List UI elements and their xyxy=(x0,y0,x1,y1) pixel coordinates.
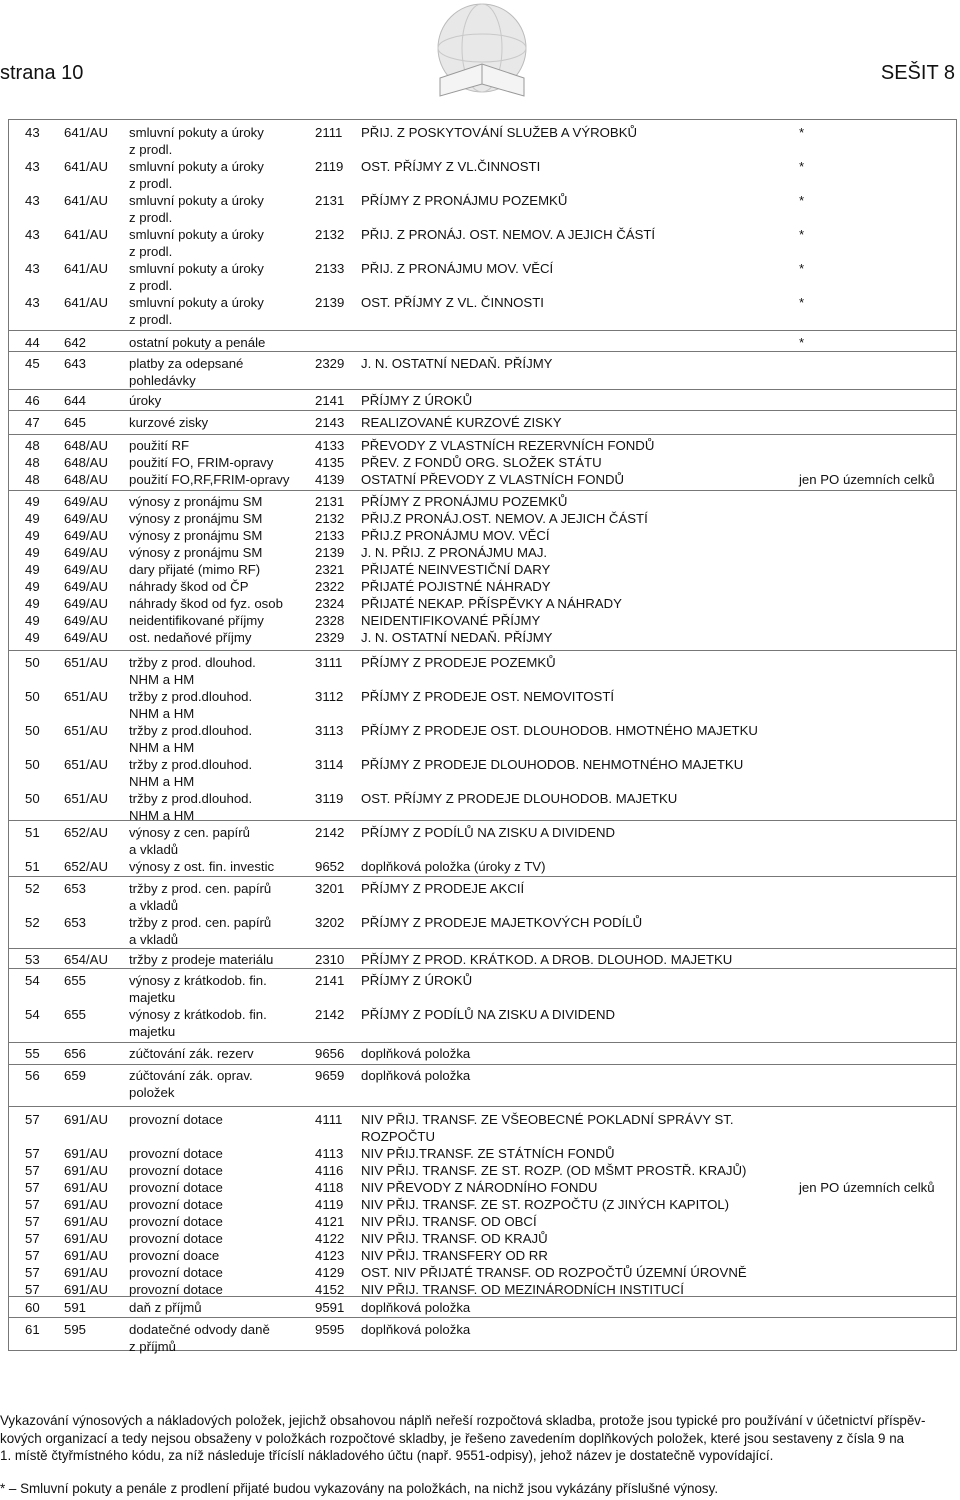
account-name-cont: a vkladů xyxy=(129,842,179,857)
account-code: 649/AU xyxy=(64,596,108,611)
item-name: NIV PŘIJ. TRANSF. ZE ST. ROZP. (OD MŠMT PROSTŘ. KRAJŮ) xyxy=(361,1163,747,1178)
item-code: 3119 xyxy=(315,791,344,806)
item-name: J. N. OSTATNÍ NEDAŇ. PŘÍJMY xyxy=(361,356,553,371)
account-name: daň z příjmů xyxy=(129,1300,202,1315)
account-group: 49 xyxy=(25,579,40,594)
item-code: 2141 xyxy=(315,393,345,408)
item-name: PŘIJ. Z PRONÁJ. OST. NEMOV. A JEJICH ČÁSTÍ xyxy=(361,227,656,242)
account-code: 649/AU xyxy=(64,630,108,645)
footer-notes xyxy=(0,1412,960,1497)
item-name: doplňková položka (úroky z TV) xyxy=(361,859,546,874)
item-code: 9659 xyxy=(315,1068,345,1083)
item-code: 2310 xyxy=(315,952,345,967)
item-name: PŘÍJMY Z ÚROKŮ xyxy=(361,973,473,988)
account-name-cont: majetku xyxy=(129,990,176,1005)
item-code: 2321 xyxy=(315,562,345,577)
account-code: 652/AU xyxy=(64,859,108,874)
account-code: 645 xyxy=(64,415,87,430)
account-code: 649/AU xyxy=(64,562,108,577)
item-name: NIV PŘIJ. TRANSF. ZE ST. ROZPOČTU (Z JINÝCH KAPITOL) xyxy=(361,1197,730,1212)
account-code: 691/AU xyxy=(64,1265,108,1280)
account-name: náhrady škod od fyz. osob xyxy=(129,596,283,611)
row-group xyxy=(9,120,956,338)
account-code: 653 xyxy=(64,915,87,930)
item-code: 2131 xyxy=(315,193,345,208)
row-group xyxy=(9,650,956,821)
account-group: 55 xyxy=(25,1046,40,1061)
account-name-cont: NHM a HM xyxy=(129,740,195,755)
account-group: 43 xyxy=(25,261,40,276)
row-group xyxy=(9,410,956,435)
item-name: PŘÍJMY Z PRONÁJMU POZEMKŮ xyxy=(361,193,568,208)
item-name: doplňková položka xyxy=(361,1322,471,1337)
item-name: OSTATNÍ PŘEVODY Z VLASTNÍCH FONDŮ xyxy=(361,472,625,487)
account-group: 49 xyxy=(25,613,40,628)
account-name: výnosy z pronájmu SM xyxy=(129,494,263,509)
account-code: 691/AU xyxy=(64,1231,108,1246)
item-name: NIV PŘIJ.TRANSF. ZE STÁTNÍCH FONDŮ xyxy=(361,1146,615,1161)
item-name: PŘIJATÉ NEINVESTIČNÍ DARY xyxy=(361,562,551,577)
account-name: tržby z prod. cen. papírů xyxy=(129,915,272,930)
row-group xyxy=(9,876,956,949)
account-name: zúčtování zák. oprav. xyxy=(129,1068,253,1083)
remark: * xyxy=(799,261,805,276)
account-group: 57 xyxy=(25,1112,40,1127)
account-code: 641/AU xyxy=(64,295,108,310)
account-group: 49 xyxy=(25,511,40,526)
account-group: 57 xyxy=(25,1180,40,1195)
item-name: J. N. PŘIJ. Z PRONÁJMU MAJ. xyxy=(361,545,548,560)
remark: * xyxy=(799,335,805,350)
item-name: NIV PŘIJ. TRANSF. OD MEZINÁRODNÍCH INSTITUCÍ xyxy=(361,1282,684,1297)
item-code: 2132 xyxy=(315,227,345,242)
row-group xyxy=(9,434,956,491)
account-code: 654/AU xyxy=(64,952,108,967)
account-group: 56 xyxy=(25,1068,40,1083)
item-name: PŘEV. Z FONDŮ ORG. SLOŽEK STÁTU xyxy=(361,455,602,470)
account-group: 43 xyxy=(25,159,40,174)
account-code: 641/AU xyxy=(64,125,108,140)
item-name-cont: ROZPOČTU xyxy=(361,1129,435,1144)
account-code: 656 xyxy=(64,1046,87,1061)
account-group: 57 xyxy=(25,1146,40,1161)
item-name: PŘÍJMY Z PRODEJE AKCIÍ xyxy=(361,881,525,896)
account-code: 648/AU xyxy=(64,455,108,470)
account-name: provozní dotace xyxy=(129,1231,223,1246)
account-name: provozní dotace xyxy=(129,1265,223,1280)
account-name-cont: majetku xyxy=(129,1024,176,1039)
account-code: 643 xyxy=(64,356,87,371)
item-code: 2329 xyxy=(315,356,345,371)
account-group: 61 xyxy=(25,1322,40,1337)
account-group: 57 xyxy=(25,1248,40,1263)
item-code: 4139 xyxy=(315,472,345,487)
account-name-cont: z příjmů xyxy=(129,1339,176,1354)
account-name-cont: z prodl. xyxy=(129,176,173,191)
account-group: 54 xyxy=(25,1007,40,1022)
row-group xyxy=(9,330,956,352)
account-name: použití FO, FRIM-opravy xyxy=(129,455,274,470)
item-name: NIV PŘIJ. TRANSFERY OD RR xyxy=(361,1248,548,1263)
account-code: 691/AU xyxy=(64,1163,108,1178)
footer-paragraph: kových organizací a tedy nejsou obsaženy v položkách rozpočtové skladby, je řešeno zavedením doplňkových položek, které jsou sestaveny z čísla 9 na xyxy=(0,1430,905,1446)
account-group: 43 xyxy=(25,227,40,242)
item-code: 2142 xyxy=(315,825,345,840)
page-number: strana 10 xyxy=(0,62,84,84)
account-code: 651/AU xyxy=(64,791,108,806)
remark: * xyxy=(799,295,805,310)
item-code: 2119 xyxy=(315,159,344,174)
account-name: platby za odepsané xyxy=(129,356,244,371)
account-code: 651/AU xyxy=(64,689,108,704)
account-name: ostatní pokuty a penále xyxy=(129,335,266,350)
account-group: 47 xyxy=(25,415,40,430)
remark: * xyxy=(799,193,805,208)
account-code: 691/AU xyxy=(64,1197,108,1212)
account-name-cont: z prodl. xyxy=(129,278,173,293)
account-name-cont: NHM a HM xyxy=(129,706,195,721)
item-code: 3111 xyxy=(315,655,343,670)
account-name-cont: z prodl. xyxy=(129,210,173,225)
account-name-cont: z prodl. xyxy=(129,312,173,327)
row-group xyxy=(9,389,956,411)
item-code: 4135 xyxy=(315,455,345,470)
remark: * xyxy=(799,159,805,174)
item-name: PŘÍJMY Z PROD. KRÁTKOD. A DROB. DLOUHOD. MAJETKU xyxy=(361,952,733,967)
account-name-cont: a vkladů xyxy=(129,932,179,947)
account-group: 49 xyxy=(25,494,40,509)
account-name: výnosy z pronájmu SM xyxy=(129,528,263,543)
account-code: 649/AU xyxy=(64,528,108,543)
account-name: výnosy z pronájmu SM xyxy=(129,511,263,526)
item-code: 2131 xyxy=(315,494,345,509)
account-code: 591 xyxy=(64,1300,87,1315)
account-group: 49 xyxy=(25,545,40,560)
item-code: 2133 xyxy=(315,261,345,276)
booklet-label: SEŠIT 8 xyxy=(880,62,955,84)
account-name: použití FO,RF,FRIM-opravy xyxy=(129,472,290,487)
account-name: použití RF xyxy=(129,438,190,453)
account-code: 652/AU xyxy=(64,825,108,840)
account-name-cont: z prodl. xyxy=(129,142,173,157)
item-name: OST. PŘÍJMY Z VL.ČINNOSTI xyxy=(361,159,541,174)
item-code: 2132 xyxy=(315,511,345,526)
item-code: 9591 xyxy=(315,1300,345,1315)
account-group: 52 xyxy=(25,915,40,930)
item-code: 4119 xyxy=(315,1197,344,1212)
item-code: 9656 xyxy=(315,1046,345,1061)
account-name: provozní dotace xyxy=(129,1214,223,1229)
item-name: PŘÍJMY Z PRODEJE OST. NEMOVITOSTÍ xyxy=(361,689,615,704)
footer-paragraph: Vykazování výnosových a nákladových položek, jejichž obsahovou náplň neřeší rozpočtová skladba, protože jsou typické pro používání v účetnictví příspěv- xyxy=(0,1413,926,1428)
item-name: PŘIJ.Z PRONÁJ.OST. NEMOV. A JEJICH ČÁSTÍ xyxy=(361,511,648,526)
account-code: 649/AU xyxy=(64,511,108,526)
account-code: 649/AU xyxy=(64,613,108,628)
account-code: 691/AU xyxy=(64,1248,108,1263)
globe-book-logo xyxy=(426,0,538,108)
item-name: NEIDENTIFIKOVANÉ PŘÍJMY xyxy=(361,613,541,628)
remark: * xyxy=(799,125,805,140)
account-group: 43 xyxy=(25,125,40,140)
account-group: 48 xyxy=(25,472,40,487)
account-group: 50 xyxy=(25,791,40,806)
account-code: 651/AU xyxy=(64,723,108,738)
account-name-cont: pohledávky xyxy=(129,373,196,388)
item-name: PŘIJATÉ POJISTNÉ NÁHRADY xyxy=(361,579,551,594)
account-code: 595 xyxy=(64,1322,87,1337)
item-code: 3202 xyxy=(315,915,345,930)
item-code: 2324 xyxy=(315,596,345,611)
remark: * xyxy=(799,227,805,242)
account-group: 50 xyxy=(25,723,40,738)
item-name: PŘÍJMY Z PRODEJE MAJETKOVÝCH PODÍLŮ xyxy=(361,915,643,930)
row-group xyxy=(9,1042,956,1065)
account-code: 659 xyxy=(64,1068,87,1083)
item-code: 4122 xyxy=(315,1231,345,1246)
item-code: 2139 xyxy=(315,295,345,310)
item-name: OST. PŘÍJMY Z PRODEJE DLOUHODOB. MAJETKU xyxy=(361,791,678,806)
row-group xyxy=(9,1317,956,1353)
account-name: náhrady škod od ČP xyxy=(129,579,249,594)
item-name: PŘIJ. Z POSKYTOVÁNÍ SLUŽEB A VÝROBKŮ xyxy=(361,125,638,140)
item-name: NIV PŘIJ. TRANSF. ZE VŠEOBECNÉ POKLADNÍ SPRÁVY ST. xyxy=(361,1112,734,1127)
account-group: 48 xyxy=(25,455,40,470)
item-code: 4129 xyxy=(315,1265,345,1280)
item-code: 4152 xyxy=(315,1282,345,1297)
item-name: PŘÍJMY Z PODÍLŮ NA ZISKU A DIVIDEND xyxy=(361,1007,616,1022)
item-code: 4121 xyxy=(315,1214,345,1229)
account-code: 644 xyxy=(64,393,87,408)
asterisk-note: * – Smluvní pokuty a penále z prodlení přijaté budou vykazovány na položkách, na nichž jsou vykázány příslušné výnosy. xyxy=(0,1480,719,1496)
account-name: provozní dotace xyxy=(129,1112,223,1127)
account-group: 49 xyxy=(25,528,40,543)
item-code: 2141 xyxy=(315,973,345,988)
account-group: 45 xyxy=(25,356,40,371)
account-group: 49 xyxy=(25,596,40,611)
account-group: 60 xyxy=(25,1300,40,1315)
account-name: smluvní pokuty a úroky xyxy=(129,159,264,174)
item-code: 2139 xyxy=(315,545,345,560)
account-code: 691/AU xyxy=(64,1180,108,1195)
row-group xyxy=(9,1296,956,1318)
account-name: smluvní pokuty a úroky xyxy=(129,295,264,310)
account-group: 57 xyxy=(25,1214,40,1229)
account-group: 51 xyxy=(25,825,40,840)
remark: jen PO územních celků xyxy=(799,1180,935,1195)
account-name: smluvní pokuty a úroky xyxy=(129,193,264,208)
account-group: 49 xyxy=(25,562,40,577)
item-code: 3114 xyxy=(315,757,344,772)
item-name: NIV PŘEVODY Z NÁRODNÍHO FONDU xyxy=(361,1180,598,1195)
item-name: PŘÍJMY Z PRODEJE DLOUHODOB. NEHMOTNÉHO MAJETKU xyxy=(361,757,744,772)
item-code: 2322 xyxy=(315,579,345,594)
account-name: výnosy z ost. fin. investic xyxy=(129,859,275,874)
item-code: 3201 xyxy=(315,881,345,896)
account-name: tržby z prod.dlouhod. xyxy=(129,723,253,738)
row-group xyxy=(9,948,956,969)
account-name: provozní dotace xyxy=(129,1197,223,1212)
account-name-cont: NHM a HM xyxy=(129,808,195,823)
account-name: výnosy z krátkodob. fin. xyxy=(129,973,267,988)
item-code: 4116 xyxy=(315,1163,344,1178)
account-group: 57 xyxy=(25,1163,40,1178)
account-code: 648/AU xyxy=(64,472,108,487)
account-code: 642 xyxy=(64,335,87,350)
account-code: 641/AU xyxy=(64,193,108,208)
account-group: 43 xyxy=(25,295,40,310)
account-group: 57 xyxy=(25,1265,40,1280)
account-group: 57 xyxy=(25,1231,40,1246)
item-code: 2328 xyxy=(315,613,345,628)
account-code: 655 xyxy=(64,973,87,988)
account-name: smluvní pokuty a úroky xyxy=(129,125,264,140)
item-name: PŘÍJMY Z ÚROKŮ xyxy=(361,393,473,408)
item-name: PŘIJ. Z PRONÁJMU MOV. VĚCÍ xyxy=(361,261,554,276)
item-name: PŘÍJMY Z PRODEJE POZEMKŮ xyxy=(361,655,556,670)
account-name: provozní dotace xyxy=(129,1282,223,1297)
account-name: dary přijaté (mimo RF) xyxy=(129,562,261,577)
row-group xyxy=(9,351,956,390)
item-name: J. N. OSTATNÍ NEDAŇ. PŘÍJMY xyxy=(361,630,553,645)
item-name: doplňková položka xyxy=(361,1300,471,1315)
item-name: PŘÍJMY Z PODÍLŮ NA ZISKU A DIVIDEND xyxy=(361,825,616,840)
account-group: 50 xyxy=(25,757,40,772)
item-code: 2133 xyxy=(315,528,345,543)
item-name: PŘÍJMY Z PRONÁJMU POZEMKŮ xyxy=(361,494,568,509)
account-group: 48 xyxy=(25,438,40,453)
account-code: 648/AU xyxy=(64,438,108,453)
account-name-cont: z prodl. xyxy=(129,244,173,259)
budget-items-table xyxy=(8,119,957,1354)
item-code: 2111 xyxy=(315,125,343,140)
item-code: 2329 xyxy=(315,630,345,645)
account-group: 50 xyxy=(25,655,40,670)
row-group xyxy=(9,1106,956,1297)
item-code: 4123 xyxy=(315,1248,345,1263)
remark: jen PO územních celků xyxy=(799,472,935,487)
account-name-cont: a vkladů xyxy=(129,898,179,913)
account-name: tržby z prod. cen. papírů xyxy=(129,881,272,896)
account-name-cont: položek xyxy=(129,1085,175,1100)
account-name: tržby z prod. dlouhod. xyxy=(129,655,256,670)
item-code: 3113 xyxy=(315,723,344,738)
page-header xyxy=(0,0,960,112)
account-name: provozní dotace xyxy=(129,1163,223,1178)
account-code: 691/AU xyxy=(64,1112,108,1127)
footer-paragraph: 1. místě čtyřmístného kódu, za níž následuje třícíslí nákladového účtu (např. 9551-odpisy), jehož název je dostatečně vypovídající. xyxy=(0,1448,774,1463)
row-group xyxy=(9,1064,956,1107)
item-code: 9595 xyxy=(315,1322,345,1337)
account-name-cont: NHM a HM xyxy=(129,774,195,789)
account-name: provozní doace xyxy=(129,1248,220,1263)
account-group: 50 xyxy=(25,689,40,704)
account-group: 52 xyxy=(25,881,40,896)
account-name: dodatečné odvody daně xyxy=(129,1322,270,1337)
account-name: kurzové zisky xyxy=(129,415,209,430)
account-group: 44 xyxy=(25,335,40,350)
account-code: 655 xyxy=(64,1007,87,1022)
item-name: NIV PŘIJ. TRANSF. OD KRAJŮ xyxy=(361,1231,548,1246)
item-name: doplňková položka xyxy=(361,1068,471,1083)
account-name: výnosy z krátkodob. fin. xyxy=(129,1007,267,1022)
account-code: 691/AU xyxy=(64,1214,108,1229)
item-name: PŘEVODY Z VLASTNÍCH REZERVNÍCH FONDŮ xyxy=(361,438,655,453)
item-name: OST. PŘÍJMY Z VL. ČINNOSTI xyxy=(361,295,544,310)
account-name: provozní dotace xyxy=(129,1180,223,1195)
account-code: 641/AU xyxy=(64,261,108,276)
account-name: ost. nedaňové příjmy xyxy=(129,630,252,645)
account-code: 649/AU xyxy=(64,579,108,594)
item-code: 2143 xyxy=(315,415,345,430)
account-group: 49 xyxy=(25,630,40,645)
account-name-cont: NHM a HM xyxy=(129,672,195,687)
row-group xyxy=(9,968,956,1043)
account-name: výnosy z pronájmu SM xyxy=(129,545,263,560)
item-name: doplňková položka xyxy=(361,1046,471,1061)
account-code: 641/AU xyxy=(64,159,108,174)
account-name: smluvní pokuty a úroky xyxy=(129,261,264,276)
account-name: provozní dotace xyxy=(129,1146,223,1161)
account-group: 54 xyxy=(25,973,40,988)
item-code: 4113 xyxy=(315,1146,344,1161)
account-name: tržby z prod.dlouhod. xyxy=(129,689,253,704)
item-name: REALIZOVANÉ KURZOVÉ ZISKY xyxy=(361,415,562,430)
account-code: 641/AU xyxy=(64,227,108,242)
account-code: 649/AU xyxy=(64,545,108,560)
account-group: 53 xyxy=(25,952,40,967)
item-name: OST. NIV PŘIJATÉ TRANSF. OD ROZPOČTŮ ÚZEMNÍ ÚROVNĚ xyxy=(361,1265,747,1280)
item-name: PŘIJ.Z PRONÁJMU MOV. VĚCÍ xyxy=(361,528,550,543)
row-group xyxy=(9,820,956,877)
account-code: 649/AU xyxy=(64,494,108,509)
account-code: 653 xyxy=(64,881,87,896)
account-group: 46 xyxy=(25,393,40,408)
account-code: 651/AU xyxy=(64,655,108,670)
account-group: 57 xyxy=(25,1197,40,1212)
item-code: 9652 xyxy=(315,859,345,874)
item-name: PŘÍJMY Z PRODEJE OST. DLOUHODOB. HMOTNÉHO MAJETKU xyxy=(361,723,758,738)
account-name: smluvní pokuty a úroky xyxy=(129,227,264,242)
account-name: úroky xyxy=(129,393,162,408)
account-code: 691/AU xyxy=(64,1146,108,1161)
row-group xyxy=(9,490,956,651)
item-code: 4133 xyxy=(315,438,345,453)
account-group: 57 xyxy=(25,1282,40,1297)
account-name: tržby z prodeje materiálu xyxy=(129,952,274,967)
account-name: zúčtování zák. rezerv xyxy=(129,1046,254,1061)
account-code: 691/AU xyxy=(64,1282,108,1297)
account-code: 651/AU xyxy=(64,757,108,772)
account-group: 43 xyxy=(25,193,40,208)
item-name: PŘIJATÉ NEKAP. PŘÍSPĚVKY A NÁHRADY xyxy=(361,596,622,611)
item-code: 3112 xyxy=(315,689,344,704)
account-name: neidentifikované příjmy xyxy=(129,613,264,628)
account-name: tržby z prod.dlouhod. xyxy=(129,791,253,806)
account-group: 51 xyxy=(25,859,40,874)
item-code: 4111 xyxy=(315,1112,343,1127)
item-name: NIV PŘIJ. TRANSF. OD OBCÍ xyxy=(361,1214,537,1229)
account-name: výnosy z cen. papírů xyxy=(129,825,250,840)
item-code: 2142 xyxy=(315,1007,345,1022)
item-code: 4118 xyxy=(315,1180,344,1195)
account-name: tržby z prod.dlouhod. xyxy=(129,757,253,772)
